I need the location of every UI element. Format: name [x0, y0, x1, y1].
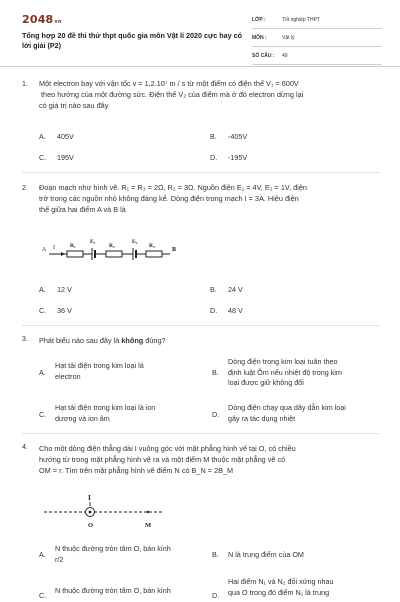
option-line: qua O trong đó điểm N₁ là trung [228, 587, 330, 597]
meta-class-row [252, 15, 382, 29]
option-line: Dòng điện trong kim loại tuân theo [228, 357, 338, 366]
option-line: Dòng điện chạy qua dây dẫn kim loại [228, 403, 346, 412]
question-number: 1. [22, 81, 28, 88]
question-line: thế giữa hai điểm A và B là [39, 205, 126, 215]
r2-label: R₂ [109, 243, 115, 249]
option-a-key: A. [39, 368, 46, 377]
resistor-r2 [106, 251, 122, 257]
question-text: Phát biểu nào sau đây là không đúng? [39, 336, 166, 345]
option-a[interactable]: A. 12 V [39, 285, 72, 294]
option-d[interactable]: D. 48 V [210, 306, 243, 315]
circuit-diagram [40, 234, 190, 262]
option-c[interactable]: C. 195V [39, 153, 74, 162]
r3-label: R₃ [149, 243, 155, 249]
option-c[interactable]: C. 36 V [39, 306, 72, 315]
question-divider [22, 325, 380, 326]
question-divider [22, 172, 380, 173]
option-line: dương và ion âm [55, 413, 110, 423]
option-c[interactable] [55, 586, 205, 597]
option-line: Hạt tải điện trong kim loại là ion [55, 403, 156, 412]
option-b-key: B. [212, 368, 219, 377]
point-m-label: M [145, 522, 152, 529]
document-header [0, 0, 400, 67]
e1-label: E₁ [90, 239, 96, 245]
option-d[interactable] [228, 577, 388, 598]
option-line: định luật Ôm nếu nhiệt độ trong kim [228, 367, 342, 377]
option-line: loại được giữ không đổi [228, 378, 304, 387]
question-divider [22, 433, 380, 434]
question-line: hướng từ trong mặt phẳng hình vẽ ra và một điểm M thuộc mặt phẳng vẽ có [39, 455, 286, 465]
point-a-label: A [42, 247, 47, 253]
option-line: N là trung điểm của OM [228, 550, 304, 559]
meta-subject-label: MÔN : [252, 35, 267, 41]
document-title: Tổng hợp 20 đề thi thử thpt quốc gia môn Vật lí 2020 cực hay có lời giải (P2) [22, 31, 242, 50]
question-number: 3. [22, 336, 28, 343]
option-d[interactable]: D. -195V [210, 153, 248, 162]
meta-count-label: SỐ CÂU : [252, 53, 275, 59]
question-line: Một electron bay với vận tốc v = 1,2.10⁷ m / s từ một điểm có điện thế V₁ = 600V [39, 79, 299, 88]
question-line: có giá trị nào sau đây [39, 101, 109, 111]
question-line: theo hướng của một đường sức. Điện thế V₂ của điểm mà ở đó electron dừng lại [41, 90, 304, 100]
wire-current-label: I [88, 494, 91, 502]
meta-subject-row [252, 33, 382, 47]
option-b[interactable] [228, 357, 388, 389]
option-a[interactable] [55, 361, 205, 382]
meta-subject-value: Vật lý [282, 35, 295, 41]
question-text [39, 182, 379, 216]
question-number: 4. [22, 444, 28, 451]
e2-label: E₂ [132, 239, 138, 245]
question-line: trở trong các nguồn nhỏ không đáng kể. Dòng điện trong mạch I = 3A. Hiệu điện [39, 194, 299, 204]
resistor-r3 [146, 251, 162, 257]
option-c[interactable] [55, 403, 205, 424]
option-a[interactable] [55, 544, 205, 565]
option-d-key: D. [212, 410, 220, 419]
option-b[interactable]: B. -405V [210, 132, 248, 141]
meta-class-value: Tốt nghiệp THPT [282, 17, 320, 23]
option-line: N thuộc đường tròn tâm O, bán kính [55, 544, 171, 553]
wire-field-figure [40, 491, 170, 533]
option-line: Hai điểm N₁ và N₂ đối xứng nhau [228, 577, 334, 586]
option-line: Hạt tải điện trong kim loại là [55, 361, 144, 370]
document-meta [252, 15, 382, 69]
question-line: OM = r. Tìm trên mặt phẳng hình vẽ điểm N có B_N = 2B_M [39, 466, 234, 476]
point-b-label: B [172, 247, 177, 253]
point-m [147, 511, 149, 513]
point-o-label: O [88, 522, 94, 529]
option-c-key: C. [39, 410, 47, 419]
meta-count-value: 40 [282, 53, 288, 59]
question-text [39, 78, 379, 112]
meta-class-label: LỚP : [252, 17, 266, 23]
option-a-key: A. [39, 550, 46, 559]
site-logo[interactable]: 2048vn [22, 13, 62, 26]
option-line: N thuộc đường tròn tâm O, bán kính [55, 586, 171, 595]
option-b[interactable] [228, 550, 388, 561]
option-a[interactable]: A. 405V [39, 132, 74, 141]
option-c-key: C. [39, 591, 47, 600]
option-b-key: B. [212, 550, 219, 559]
option-d-key: D. [212, 591, 220, 600]
current-label: I [53, 245, 55, 251]
question-line: Cho một dòng điện thẳng dài I vuông góc với mặt phẳng hình vẽ tại O, có chiều [39, 444, 296, 453]
option-d[interactable] [228, 403, 388, 424]
option-b[interactable]: B. 24 V [210, 285, 243, 294]
option-line: electron [55, 371, 81, 381]
resistor-r1 [67, 251, 83, 257]
question-number: 2. [22, 185, 28, 192]
meta-count-row [252, 51, 382, 65]
question-line: Đoạn mạch như hình vẽ. R₁ = R₃ = 2Ω, R₂ = 3Ω. Nguồn điện E₁ = 4V, E₂ = 1V, điện [39, 183, 307, 192]
question-text [39, 443, 379, 477]
r1-label: R₁ [70, 243, 76, 249]
option-line: r/2 [55, 554, 64, 564]
option-line: gây ra tác dụng nhiệt [228, 413, 296, 423]
